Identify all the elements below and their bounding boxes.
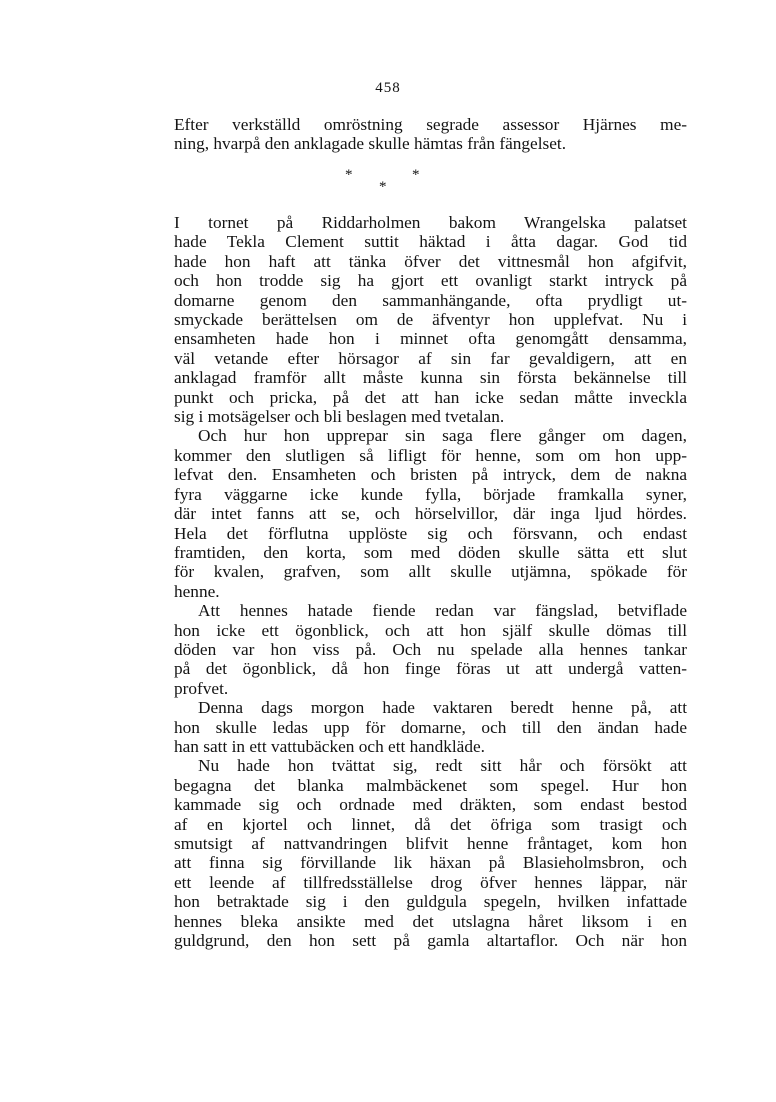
text-line: ensamheten hade hon i minnet ofta genomgått densamma,	[174, 329, 687, 349]
text-line: ett leende af tillfredsställelse drog öfver hennes läppar, när	[174, 872, 687, 892]
paragraph	[174, 756, 687, 950]
text-line: I tornet på Riddarholmen bakom Wrangelska palatset	[174, 213, 687, 232]
text-line: på det ögonblick, då hon finge föras ut att undergå vatten-	[174, 659, 687, 679]
text-line: sig i motsägelser och bli beslagen med tvetalan.	[174, 407, 505, 427]
paragraph	[174, 698, 687, 756]
text-line: anklagad framför allt måste kunna sin första bekännelse till	[174, 368, 687, 388]
text-line: att finna sig förvillande lik häxan på Blasieholmsbron, och	[174, 853, 687, 873]
text-line: han satt in ett vattubäcken och ett handkläde.	[174, 736, 485, 756]
main-text	[174, 213, 687, 950]
intro-paragraph	[174, 115, 687, 154]
asterisk-icon: *	[379, 179, 387, 195]
text-line: henne.	[174, 581, 220, 601]
text-line: framtiden, den korta, som med döden skulle sätta ett slut	[174, 542, 687, 562]
text-line: guldgrund, den hon sett på gamla altartaflor. Och när hon	[174, 931, 687, 951]
page-number: 458	[375, 80, 401, 96]
text-line: smyckade berättelsen om de äfventyr hon upplefvat. Nu i	[174, 310, 687, 330]
intro-line: ning, hvarpå den anklagade skulle hämtas från fängelset.	[174, 134, 567, 154]
text-line: hon skulle ledas upp för domarne, och till den ändan hade	[174, 717, 687, 737]
text-line: hade Tekla Clement suttit häktad i åtta dagar. God tid	[174, 232, 687, 252]
text-line: Och hur hon upprepar sin saga flere gånger om dagen,	[198, 426, 687, 446]
text-line: och hon trodde sig ha gjort ett ovanligt starkt intryck på	[174, 271, 687, 291]
text-line: begagna det blanka malmbäckenet som spegel. Hur hon	[174, 775, 687, 795]
text-line: kommer den slutligen så lifligt för henne, som om hon upp-	[174, 445, 687, 465]
text-line: Nu hade hon tvättat sig, redt sitt hår och försökt att	[198, 756, 687, 776]
text-line: fyra väggarne icke kunde fylla, började framkalla syner,	[174, 484, 687, 504]
text-line: döden var hon viss på. Och nu spelade alla hennes tankar	[174, 639, 687, 659]
intro-line: Efter verkställd omröstning segrade assessor Hjärnes me-	[174, 115, 687, 134]
text-line: Hela det förflutna upplöste sig och försvann, och endast	[174, 523, 687, 543]
asterisk-icon: *	[345, 167, 353, 183]
text-line: af en kjortel och linnet, då det öfriga som trasigt och	[174, 814, 687, 834]
text-line: där intet fanns att se, och hörselvillor, där inga ljud hördes.	[174, 504, 687, 524]
paragraph	[174, 213, 687, 426]
text-line: domarne genom den sammanhängande, ofta prydligt ut-	[174, 290, 687, 310]
text-line: kammade sig och ordnade med dräkten, som endast bestod	[174, 795, 687, 815]
text-line: punkt och pricka, på det att han icke sedan måtte inveckla	[174, 387, 687, 407]
text-line: smutsigt af nattvandringen blifvit henne fråntaget, kom hon	[174, 834, 687, 853]
paragraph	[174, 426, 687, 601]
text-line: hon icke ett ögonblick, och att hon själf skulle dömas till	[174, 620, 687, 640]
paragraph	[174, 601, 687, 698]
text-line: lefvat den. Ensamheten och bristen på intryck, dem de nakna	[174, 465, 687, 485]
text-line: profvet.	[174, 678, 229, 698]
text-line: för kvalen, grafven, som allt skulle utjämna, spökade för	[174, 562, 687, 582]
section-separator	[0, 162, 776, 195]
text-line: Att hennes hatade fiende redan var fängslad, betviflade	[198, 601, 687, 621]
text-line: Denna dags morgon hade vaktaren beredt henne på, att	[198, 698, 687, 718]
text-line: väl vetande efter hörsagor af sin far gevaldigern, att en	[174, 348, 687, 368]
text-line: hennes bleka ansikte med det utslagna håret liksom i en	[174, 911, 687, 931]
text-line: hade hon haft att tänka öfver det vittnesmål hon afgifvit,	[174, 251, 687, 271]
text-line: hon betraktade sig i den guldgula spegeln, hvilken infattade	[174, 892, 687, 912]
asterisk-icon: *	[412, 167, 420, 183]
